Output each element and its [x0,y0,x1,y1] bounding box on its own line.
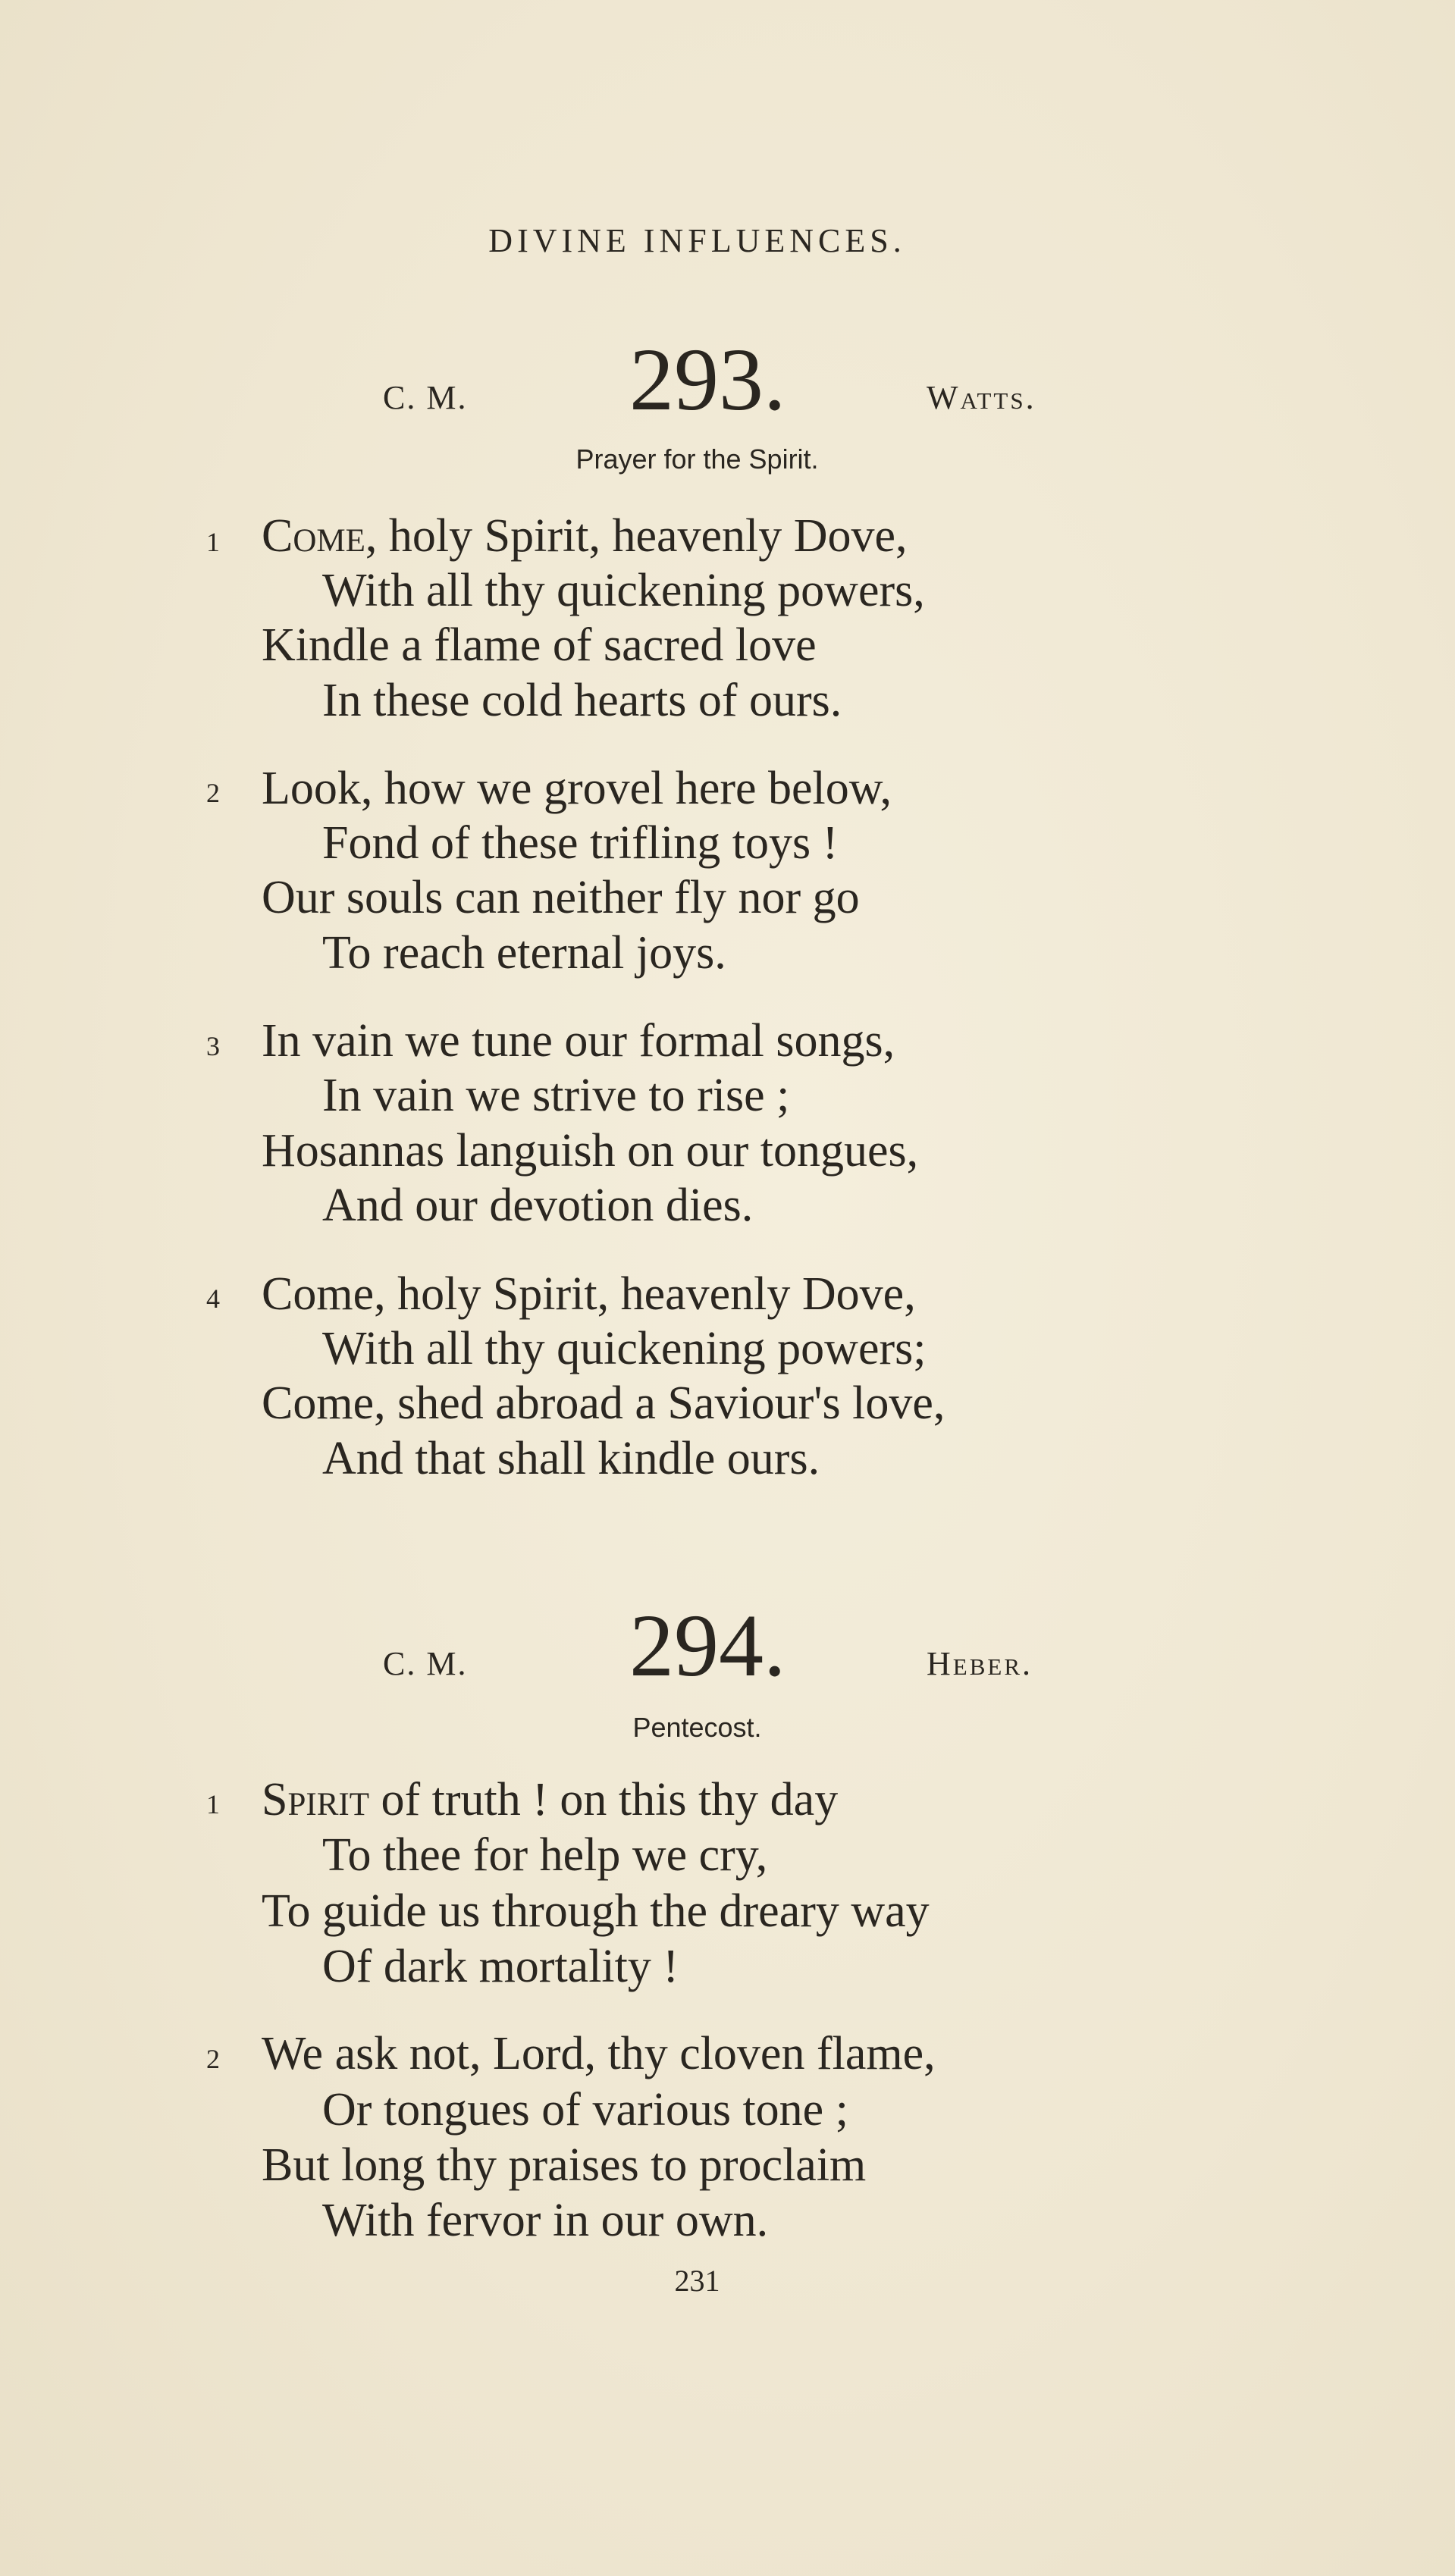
verse-line: With fervor in our own. [322,2195,769,2246]
hymn-author: Watts. [927,379,1036,416]
verse-line: But long thy praises to proclaim [262,2139,867,2191]
verse-line: Or tongues of various tone ; [322,2084,848,2136]
verse-line: In vain we strive to rise ; [322,1070,790,1121]
hymn-header-294 [0,1592,1455,1695]
verse-line: Fond of these trifling toys ! [322,817,839,869]
hymn-header-293 [0,326,1455,429]
verse-line [262,1776,838,1823]
verse-line: And our devotion dies. [322,1180,754,1231]
verse-first-word: Come, [262,510,378,562]
hymn-number: 294. [629,1596,786,1695]
verse-number: 3 [206,1031,220,1061]
verse-number: 4 [206,1283,220,1314]
verse-number: 2 [206,2044,220,2074]
verse-first-word: Spirit [262,1774,369,1825]
page-number: 231 [674,2264,720,2298]
hymn-author: Heber. [927,1645,1033,1682]
verse-line: We ask not, Lord, thy cloven flame, [262,2028,936,2079]
hymn-subtitle: Prayer for the Spirit. [575,443,819,475]
hymn-number: 293. [629,330,786,429]
verse-line: In these cold hearts of ours. [322,675,842,726]
verse-line: To guide us through the dreary way [262,1885,930,1937]
verse-line: To thee for help we cry, [322,1829,768,1881]
verse-line: Hosannas languish on our tongues, [262,1125,919,1177]
running-head: DIVINE INFLUENCES. [488,222,906,259]
verse-number: 1 [206,1789,220,1819]
verse-line-rest: holy Spirit, heavenly Dove, [377,510,908,562]
verse-line: And that shall kindle ours. [322,1433,820,1484]
verse-line: Our souls can neither fly nor go [262,872,860,923]
verse-number: 2 [206,778,220,808]
verse-line: Come, shed abroad a Saviour's love, [262,1377,945,1429]
verse-line-rest: of truth ! on this thy day [368,1774,839,1825]
hymn-subtitle: Pentecost. [632,1712,762,1743]
verse-line: Come, holy Spirit, heavenly Dove, [262,1268,916,1320]
verse-number: 1 [206,527,220,557]
verse-line: With all thy quickening powers; [322,1323,927,1374]
verse-line: In vain we tune our formal songs, [262,1015,895,1067]
verse-line [262,510,908,562]
verse-line: Look, how we grovel here below, [262,763,892,814]
verse-line: Of dark mortality ! [322,1941,679,1992]
verse-line: Kindle a flame of sacred love [262,619,817,671]
verse-line: To reach eternal joys. [322,927,726,979]
hymn-meter: C. M. [383,379,468,416]
hymn-meter: C. M. [383,1645,468,1682]
verse-line: With all thy quickening powers, [322,565,925,616]
